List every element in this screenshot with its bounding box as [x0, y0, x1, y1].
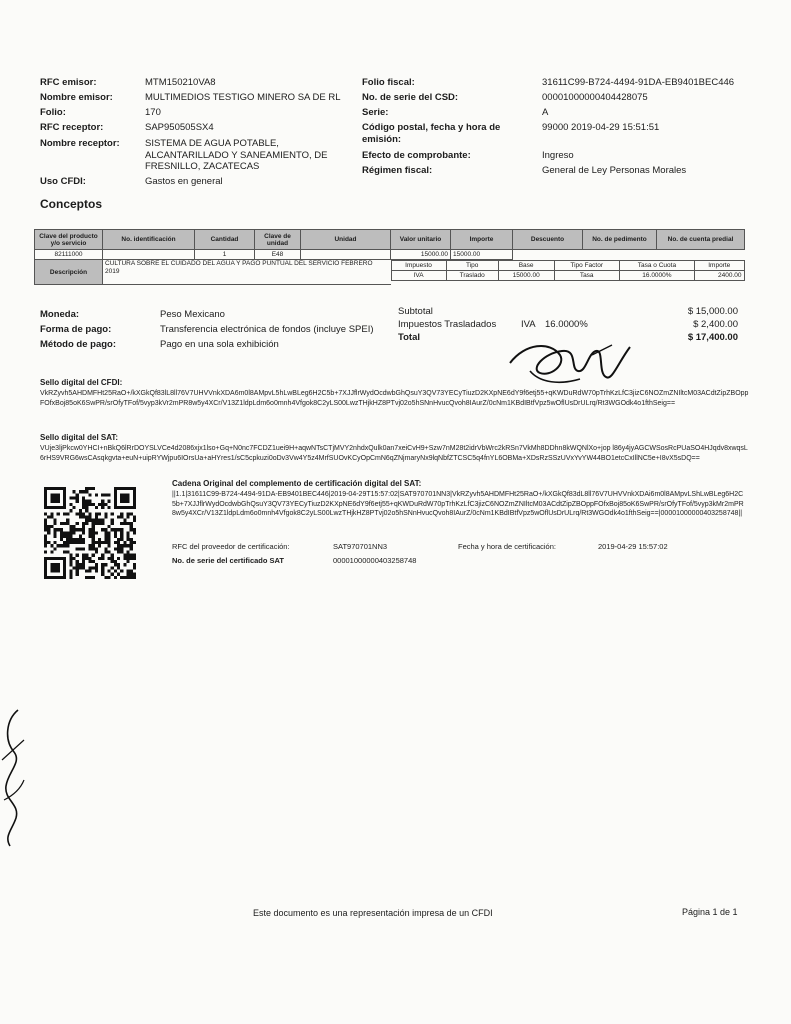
col-unidad: Unidad	[301, 230, 391, 250]
tax-table	[391, 260, 745, 281]
col-no-cuenta-predial: No. de cuenta predial	[657, 230, 745, 250]
moneda-label: Moneda:	[40, 309, 80, 320]
rfc-receptor-label: RFC receptor:	[40, 122, 104, 133]
tax-importe: 2400.00	[695, 271, 744, 281]
rfc-emisor-value: MTM150210VA8	[145, 77, 216, 88]
tax-tipo: Traslado	[446, 271, 498, 281]
col-clave-unidad: Clave de unidad	[255, 230, 301, 250]
tax-header-row	[391, 261, 744, 271]
tax-impuesto: IVA	[391, 271, 446, 281]
moneda-value: Peso Mexicano	[160, 309, 225, 320]
cadena-original-value: ||1.1|31611C99-B724-4494-91DA-EB9401BEC446|2019-04-29T15:57:02|SAT970701NN3|VkRZyvh5AHDMFHt25RaO+/kXGkQf83dL8ll76V7UHVVnkXDAi6m0l8AMpvLShLwBLeg6H2C5b+7XJJflrWydOcdwbGhQsuY3QV73YECyTiuzD2KXpNE6dY9f6etj55+qKWDuRdW70pTrhKzLfC3jizC6NOZmZNIltcM03ACdtZipZBOppFOfxBoj85oK6SwPR/srOfyTFof/5vyp3kMr2mPR8w5y4XCr/V13Z1ldpLdm6o0mnh4Vfgok8C2yLS00LwzTHjkHZ8PTvj02o5hSNnHvucQvoh8IAurZ/0cNm1KBdIBtfVpz5wOflUsDrULrq/Rt3WGOdk4o1fthSeig==|00001000000403258748||	[172, 491, 744, 517]
metodo-pago-label: Método de pago:	[40, 339, 116, 350]
cell-no-identificacion	[103, 250, 195, 260]
description-label: Descripción	[35, 260, 103, 285]
col-no-pedimento: No. de pedimento	[583, 230, 657, 250]
sello-sat-label: Sello digital del SAT:	[40, 433, 119, 442]
forma-pago-label: Forma de pago:	[40, 324, 112, 335]
cell-valor-unitario: 15000.00	[391, 250, 451, 260]
description-value: CULTURA SOBRE EL CUIDADO DEL AGUA Y PAGO PUNTUAL DEL SERVICIO FEBRERO 2019	[103, 260, 391, 285]
nombre-receptor-value: SISTEMA DE AGUA POTABLE, ALCANTARILLADO Y SANEAMIENTO, DE FRESNILLO, ZACATECAS	[145, 138, 328, 172]
uso-cfdi-label: Uso CFDI:	[40, 176, 86, 187]
tax-col-tipo: Tipo	[446, 261, 498, 271]
cell-clave-producto: 82111000	[35, 250, 103, 260]
tax-col-importe: Importe	[695, 261, 744, 271]
no-serie-sat-label: No. de serie del certificado SAT	[172, 556, 284, 565]
regimen-value: General de Ley Personas Morales	[542, 165, 687, 176]
tax-tipo-factor: Tasa	[554, 271, 619, 281]
nombre-emisor-value: MULTIMEDIOS TESTIGO MINERO SA DE RL	[145, 92, 341, 103]
impuestos-value: $ 2,400.00	[693, 319, 738, 330]
rfc-proveedor-value: SAT970701NN3	[333, 542, 388, 551]
forma-pago-value: Transferencia electrónica de fondos (incluye SPEI)	[160, 324, 374, 335]
subtotal-label: Subtotal	[398, 306, 433, 317]
col-importe: Importe	[451, 230, 513, 250]
cell-no-cuenta-predial	[657, 250, 745, 260]
total-label: Total	[398, 332, 420, 343]
nombre-receptor-label: Nombre receptor:	[40, 138, 120, 149]
tax-base: 15000.00	[498, 271, 554, 281]
tax-row	[391, 271, 744, 281]
concepts-table	[34, 229, 745, 285]
tax-col-tipo-factor: Tipo Factor	[554, 261, 619, 271]
tax-col-base: Base	[498, 261, 554, 271]
no-serie-sat-value: 00001000000403258748	[333, 556, 417, 565]
no-serie-csd-value: 00001000000404428075	[542, 92, 648, 103]
impuestos-label: Impuestos Trasladados	[398, 319, 497, 330]
serie-value: A	[542, 107, 549, 118]
cp-fecha-value: 99000 2019-04-29 15:51:51	[542, 122, 660, 133]
rfc-proveedor-label: RFC del proveedor de certificación:	[172, 542, 290, 551]
sello-cfdi-label: Sello digital del CFDI:	[40, 378, 123, 387]
efecto-label: Efecto de comprobante:	[362, 150, 471, 161]
cell-clave-unidad: E48	[255, 250, 301, 260]
uso-cfdi-value: Gastos en general	[145, 176, 223, 187]
col-clave-producto: Clave del producto y/o servicio	[35, 230, 103, 250]
subtotal-value: $ 15,000.00	[687, 306, 738, 317]
cell-descuento	[513, 250, 583, 260]
concepts-header-row	[35, 230, 745, 250]
tax-col-tasa-cuota: Tasa o Cuota	[619, 261, 694, 271]
regimen-label: Régimen fiscal:	[362, 165, 433, 176]
total-value: $ 17,400.00	[687, 332, 738, 343]
nombre-emisor-label: Nombre emisor:	[40, 92, 113, 103]
table-row	[35, 250, 745, 260]
metodo-pago-value: Pago en una sola exhibición	[160, 339, 279, 350]
cadena-original-label: Cadena Original del complemento de certificación digital del SAT:	[172, 479, 422, 488]
cell-no-pedimento	[583, 250, 657, 260]
no-serie-csd-label: No. de serie del CSD:	[362, 92, 459, 103]
folio-label: Folio:	[40, 107, 66, 118]
tax-tasa-cuota: 16.0000%	[619, 271, 694, 281]
sello-cfdi-value: VkRZyvh5AHDMFHt25RaO+/kXGkQf83lL8ll76V7UHVVnkXDA6m0l8AMpvL5hLwBLeg6H2C5b+7XJJflrWydOcdwbGhQsuY3QV73YECyTiuzD2KXpNE6dY9f6etj55+qKWDuRdW70pTrhKzLfC3jizC6NOZmZNIltcM03ACdtZipZBOppFOfxBoj85oK6SwPR/srOfyTFof/5vyp3kVr2mPR8w5y4XCr/V13Z1ldpLdm6o0mnh4Vfgok8C2yLS00LwzTHjkHZ8PTvj02o5hSNnHvucQvoh8IAurZ/0cNm1KBdIBtfVpz5wOflUsDrULrq/Rt3WGOdk4o1fthSeig==	[40, 390, 749, 407]
concepts-title: Conceptos	[40, 197, 103, 211]
tax-col-impuesto: Impuesto	[391, 261, 446, 271]
col-cantidad: Cantidad	[195, 230, 255, 250]
qr-code-image	[44, 487, 136, 579]
cell-cantidad: 1	[195, 250, 255, 260]
impuestos-tasa: 16.0000%	[545, 319, 588, 330]
page-number: Página 1 de 1	[682, 907, 738, 917]
col-descuento: Descuento	[513, 230, 583, 250]
sello-sat-value: VUje3ljPkcw0YHCI+nBkQ6lRrDOYSLVCe4d2086xjx1lso+Gq+N0nc7FCDZ1uei9H+aqwNTsCTjMVY2nhdxQulk0an7xeiCvH9+Szw7nM28t2idrVbWrc2kRSn7VkMh8DDhn8kWQNlXo+jop l86y4jyAGCWSosRcPUaSO4HJqdv8xwqsL6rHS9VRG6wsCAsqkgvta+euN+uipRYWjpu6IOrsUa+aHYres1/sC5cpkuzi0oDv3Vw4Y5z4MrfSUOvKCyOpCmN6qZNjmaryNx9lqNbfZTCSC5q4fnYL6OBMa+XDsRzSSzUVxYvYW44BO1etcCxIllNC5e+I8vX5sDQ==	[40, 445, 748, 462]
impuestos-tipo: IVA	[521, 319, 536, 330]
folio-fiscal-value: 31611C99-B724-4494-91DA-EB9401BEC446	[542, 77, 735, 88]
description-row	[35, 260, 745, 285]
margin-signature	[0, 700, 28, 850]
col-no-identificacion: No. identificación	[103, 230, 195, 250]
folio-value: 170	[145, 107, 161, 118]
cp-fecha-label: Código postal, fecha y hora de emisión:	[362, 122, 501, 145]
folio-fiscal-label: Folio fiscal:	[362, 77, 415, 88]
fecha-certificacion-label: Fecha y hora de certificación:	[458, 542, 556, 551]
serie-label: Serie:	[362, 107, 389, 118]
cell-importe: 15000.00	[451, 250, 513, 260]
signature-scribble	[500, 333, 640, 393]
fecha-certificacion-value: 2019-04-29 15:57:02	[598, 542, 668, 551]
cell-unidad	[301, 250, 391, 260]
rfc-receptor-value: SAP950505SX4	[145, 122, 214, 133]
col-valor-unitario: Valor unitario	[391, 230, 451, 250]
rfc-emisor-label: RFC emisor:	[40, 77, 97, 88]
footer-text: Este documento es una representación impresa de un CFDI	[253, 908, 493, 918]
efecto-value: Ingreso	[542, 150, 574, 161]
